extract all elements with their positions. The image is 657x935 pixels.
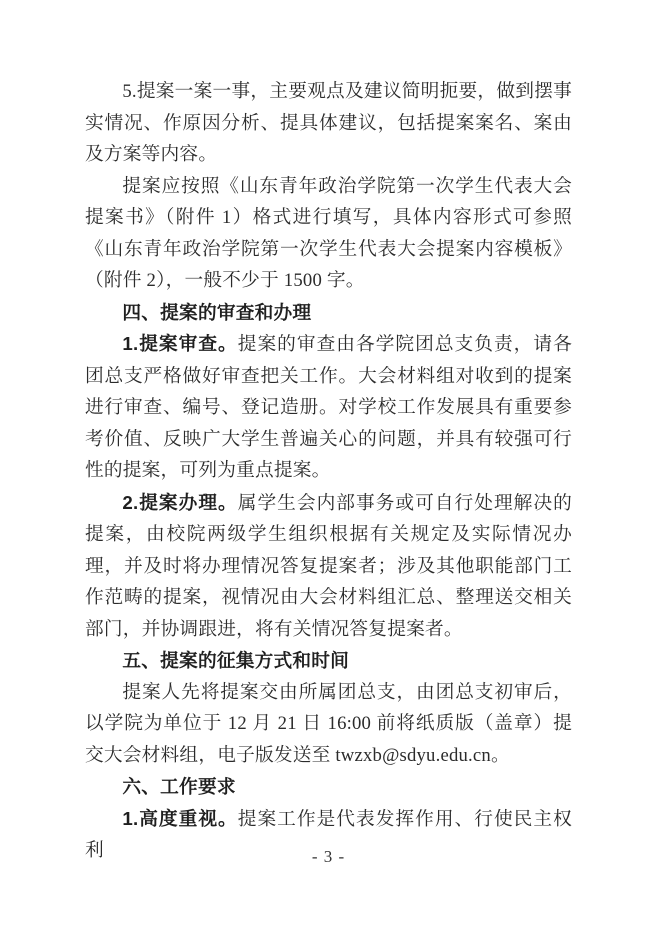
paragraph xyxy=(85,677,572,772)
section-heading xyxy=(85,297,572,329)
paragraph xyxy=(85,76,572,171)
text-run: 提案的审查由各学院团总支负责，请各团总支严格做好审查把关工作。大会材料组对收到的提案进行审查、编号、登记造册。对学校工作发展具有重要参考价值、反映广大学生普遍关心的问题，并具有较强可行性的提案，可列为重点提案。 xyxy=(85,334,572,481)
text-run: 提案人先将提案交由所属团总支，由团总支初审后，以学院为单位于 12 月 21 日 16:00 前将纸质版（盖章）提交大会材料组，电子版发送至 twzxb@sdyu.edu.cn。 xyxy=(85,681,572,766)
text-run: 提案应按照《山东青年政治学院第一次学生代表大会提案书》（附件 1）格式进行填写，具体内容形式可参照《山东青年政治学院第一次学生代表大会提案内容模板》（附件 2），一般不少于 1500 字。 xyxy=(85,175,572,291)
text-run: 五、提案的征集方式和时间 xyxy=(122,650,350,671)
emphasis-run: 1.高度重视。 xyxy=(122,807,238,829)
text-run: 六、工作要求 xyxy=(122,776,236,797)
paragraph xyxy=(85,487,572,646)
text-run: 属学生会内部事务或可自行处理解决的提案，由校院两级学生组织根据有关规定及实际情况办理，并及时将办理情况答复提案者；涉及其他职能部门工作范畴的提案，视情况由大会材料组汇总、整理送交相关部门，并协调跟进，将有关情况答复提案者。 xyxy=(85,492,572,640)
document-body xyxy=(85,76,572,867)
text-run: 提案工作是代表发挥作用、行使民主权利 xyxy=(85,808,572,861)
page-number: - 3 - xyxy=(311,847,346,866)
text-run: 5.提案一案一事，主要观点及建议简明扼要，做到摆事实情况、作原因分析、提具体建议，包括提案案名、案由及方案等内容。 xyxy=(85,81,572,165)
paragraph xyxy=(85,171,572,297)
emphasis-run: 2.提案办理。 xyxy=(122,491,238,513)
section-heading xyxy=(85,645,572,677)
paragraph xyxy=(85,328,572,487)
section-heading xyxy=(85,771,572,803)
emphasis-run: 1.提案审查。 xyxy=(122,333,238,354)
text-run: 四、提案的审查和办理 xyxy=(122,301,312,323)
